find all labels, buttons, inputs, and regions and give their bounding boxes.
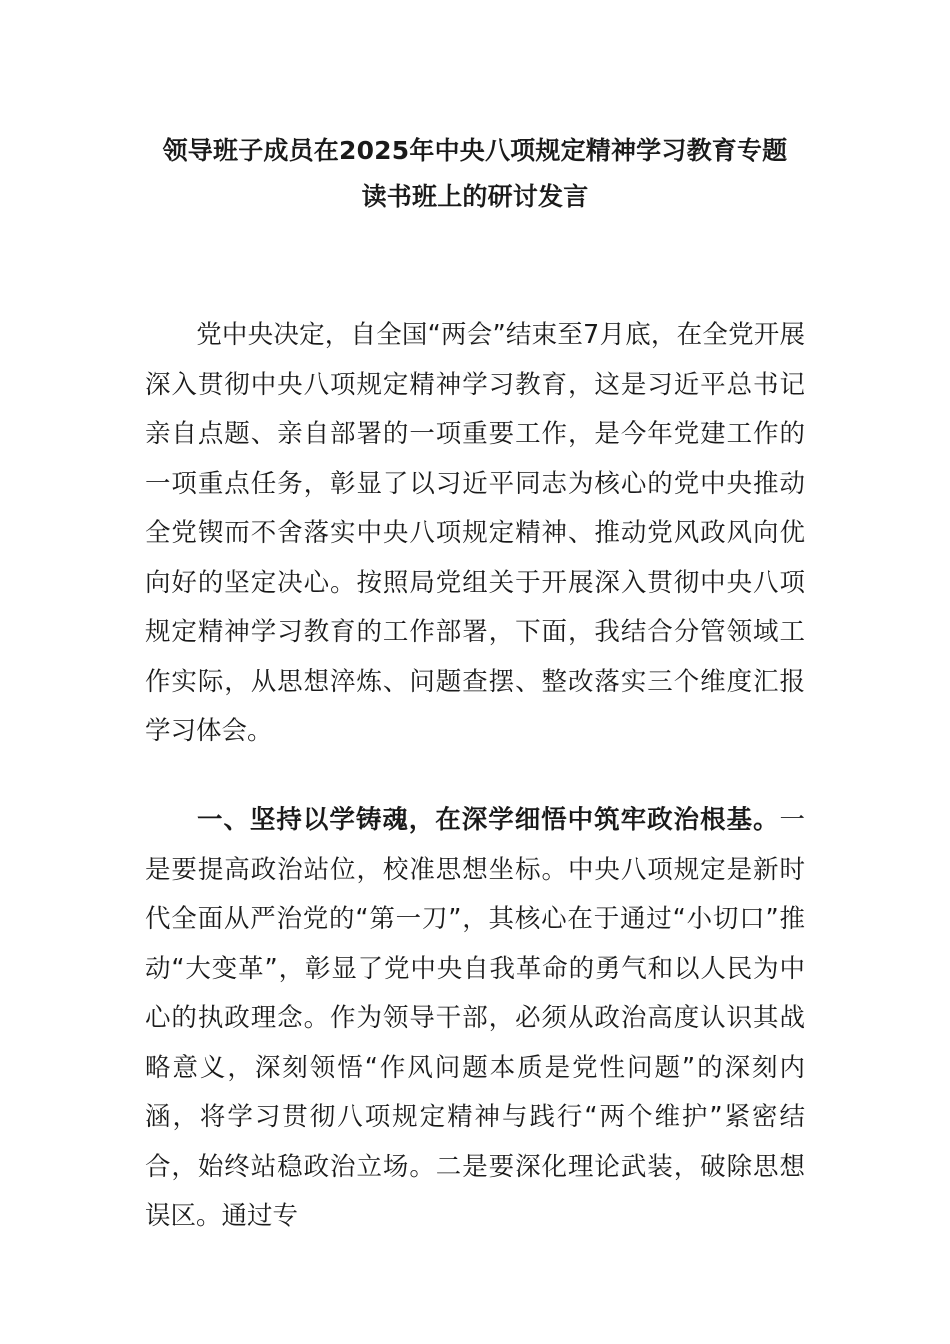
paragraph-section-one bbox=[145, 796, 805, 1242]
title-line-1: 领导班子成员在2025年中央八项规定精神学习教育专题 bbox=[162, 136, 788, 165]
paragraph-intro-text: 党中央决定，自全国“两会”结束至7月底，在全党开展深入贯彻中央八项规定精神学习教育，这是习近平总书记亲自点题、亲自部署的一项重要工作，是今年党建工作的一项重点任务，彰显了以习近平同志为核心的党中央推动全党锲而不舍落实中央八项规定精神、推动党风政风向优向好的坚定决心。按照局党组关于开展深入贯彻中央八项规定精神学习教育的工作部署，下面，我结合分管领域工作实际，从思想淬炼、问题查摆、整改落实三个维度汇报学习体会。 bbox=[145, 320, 805, 746]
document-title bbox=[100, 128, 850, 220]
paragraph-intro bbox=[145, 311, 805, 757]
section-one-heading: 一、坚持以学铸魂，在深学细悟中筑牢政治根基。 bbox=[196, 805, 780, 835]
title-line-2: 读书班上的研讨发言 bbox=[361, 182, 589, 211]
section-one-text: 一是要提高政治站位，校准思想坐标。中央八项规定是新时代全面从严治党的“第一刀”，其核心在于通过“小切口”推动“大变革”，彰显了党中央自我革命的勇气和以人民为中心的执政理念。作为领导干部，必须从政治高度认识其战略意义，深刻领悟“作风问题本质是党性问题”的深刻内涵，将学习贯彻八项规定精神与践行“两个维护”紧密结合，始终站稳政治立场。二是要深化理论武装，破除思想误区。通过专 bbox=[145, 805, 805, 1231]
